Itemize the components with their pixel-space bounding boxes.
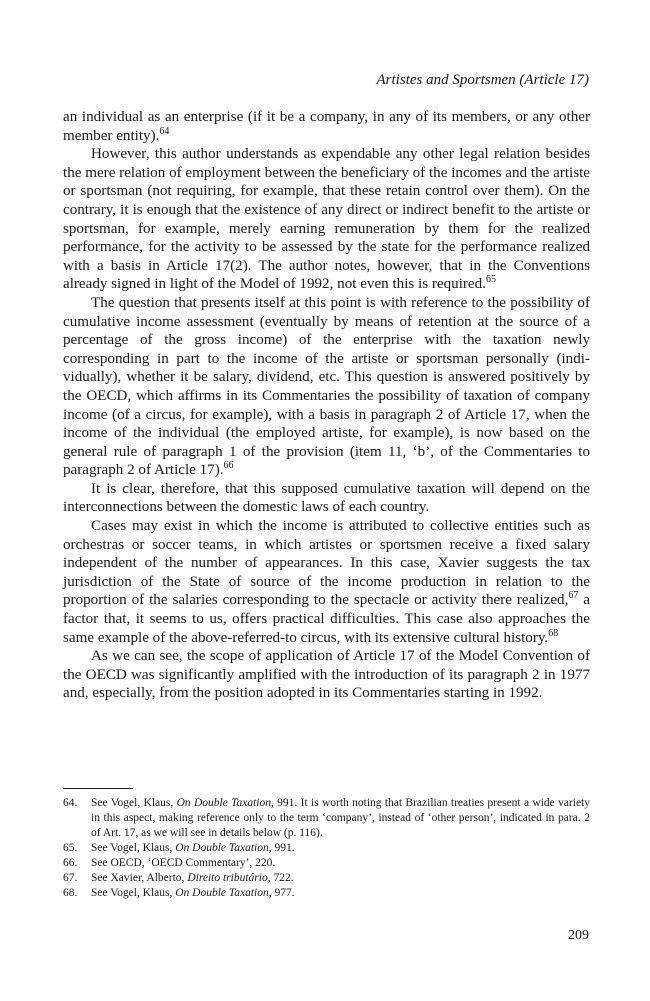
footnote-text: See Vogel, Klaus, On Double Taxation, 991. [91, 842, 295, 854]
footnote-number: 65. [63, 842, 78, 854]
footnote-text: See Vogel, Klaus, On Double Taxation, 977. [91, 887, 295, 899]
footnote [63, 886, 590, 901]
body-text [63, 108, 590, 703]
footnote-ref: 65 [485, 274, 496, 286]
paragraph: The question that presents itself at this point is with reference to the possibility of cumulative income assessment (eventually by means of retention at the source of a percentage of the gross income) of the enterprise with the taxation newly corresponding in part to the income of the artiste or sportsman personally (individually), whether it be salary, dividend, etc. This question is answered positively by the OECD, which affirms in its Commentaries the possibility of taxation of company income (of a circus, for example), with a basis in paragraph 2 of Article 17, when the income of the individual (the employed artiste, for example), is now based on the general rule of paragraph 1 of the provision (item 11, ‘b’, of the Commentaries to paragraph 2 of Article 17).$^{66}$ [63, 294, 590, 479]
footnote-number: 68. [63, 887, 78, 899]
footnote [63, 856, 590, 871]
footnote [63, 841, 590, 856]
footnote-divider [63, 788, 133, 789]
paragraph: an individual as an enterprise (if it be a company, in any of its members, or any other member entity).$^{64}$ [63, 109, 590, 144]
footnote-number: 66. [63, 857, 78, 869]
footnote-ref: 66 [223, 460, 234, 472]
footnote-ref: 67 [568, 590, 579, 602]
page-number: 209 [568, 928, 589, 943]
footnote-text: See OECD, ‘OECD Commentary’, 220. [91, 857, 276, 869]
footnote [63, 871, 590, 886]
paragraph: As we can see, the scope of application of Article 17 of the Model Convention of the OECD was significantly amplified with the introduction of its paragraph 2 in 1977 and, especially, from the position adopted in its Commentaries starting in 1992. [63, 648, 590, 702]
paragraph: However, this author understands as expendable any other legal relation besides the mere relation of employment between the beneficiary of the incomes and the artiste or sportsman (not requiring, for example, that these retain control over them). On the contrary, it is enough that the existence of any direct or indirect benefit to the artiste or sportsman, for example, merely earning remuneration by them for the realized performance, for the activity to be assessed by the state for the performance realized with a basis in Article 17(2). The author notes, however, that in the Conventions already signed in light of the Model of 1992, not even this is required.$^{65}$ [63, 146, 590, 293]
footnote-ref: 64 [159, 125, 170, 137]
footnote [63, 796, 590, 841]
running-head: Artistes and Sportsmen (Article 17) [376, 72, 589, 88]
paragraph: Cases may exist in which the income is attributed to collective entities such as orchestras or soccer teams, in which artistes or sportsmen receive a fixed salary independent of the number of appearances. In this case, Xavier suggests the tax jurisdiction of the State of source of the income production in relation to the proportion of the salaries corresponding to the spectacle or activity there realized,$^{67}$ a factor that, it seems to us, offers practical difficulties. This case also approaches the same example of the above-referred-to circus, with its extensive cultural history.$^{68}$ [63, 518, 590, 646]
footnote-ref: 68 [548, 627, 559, 639]
paragraph: It is clear, therefore, that this supposed cumulative taxation will depend on the interconnections between the domestic laws of each country. [63, 480, 590, 516]
footnote-text: See Vogel, Klaus, On Double Taxation, 991. It is worth noting that Brazilian treaties present a wide variety in this aspect, making reference only to the term ‘company’, instead of ‘other person’, indicated in para. 2 of Art. 17, as we will see in details below (p. 116). [91, 797, 590, 839]
footnotes [63, 796, 590, 901]
footnote-number: 64. [63, 797, 78, 809]
footnote-text: See Xavier, Alberto, Direito tributário, 722. [91, 872, 294, 884]
footnote-number: 67. [63, 872, 78, 884]
